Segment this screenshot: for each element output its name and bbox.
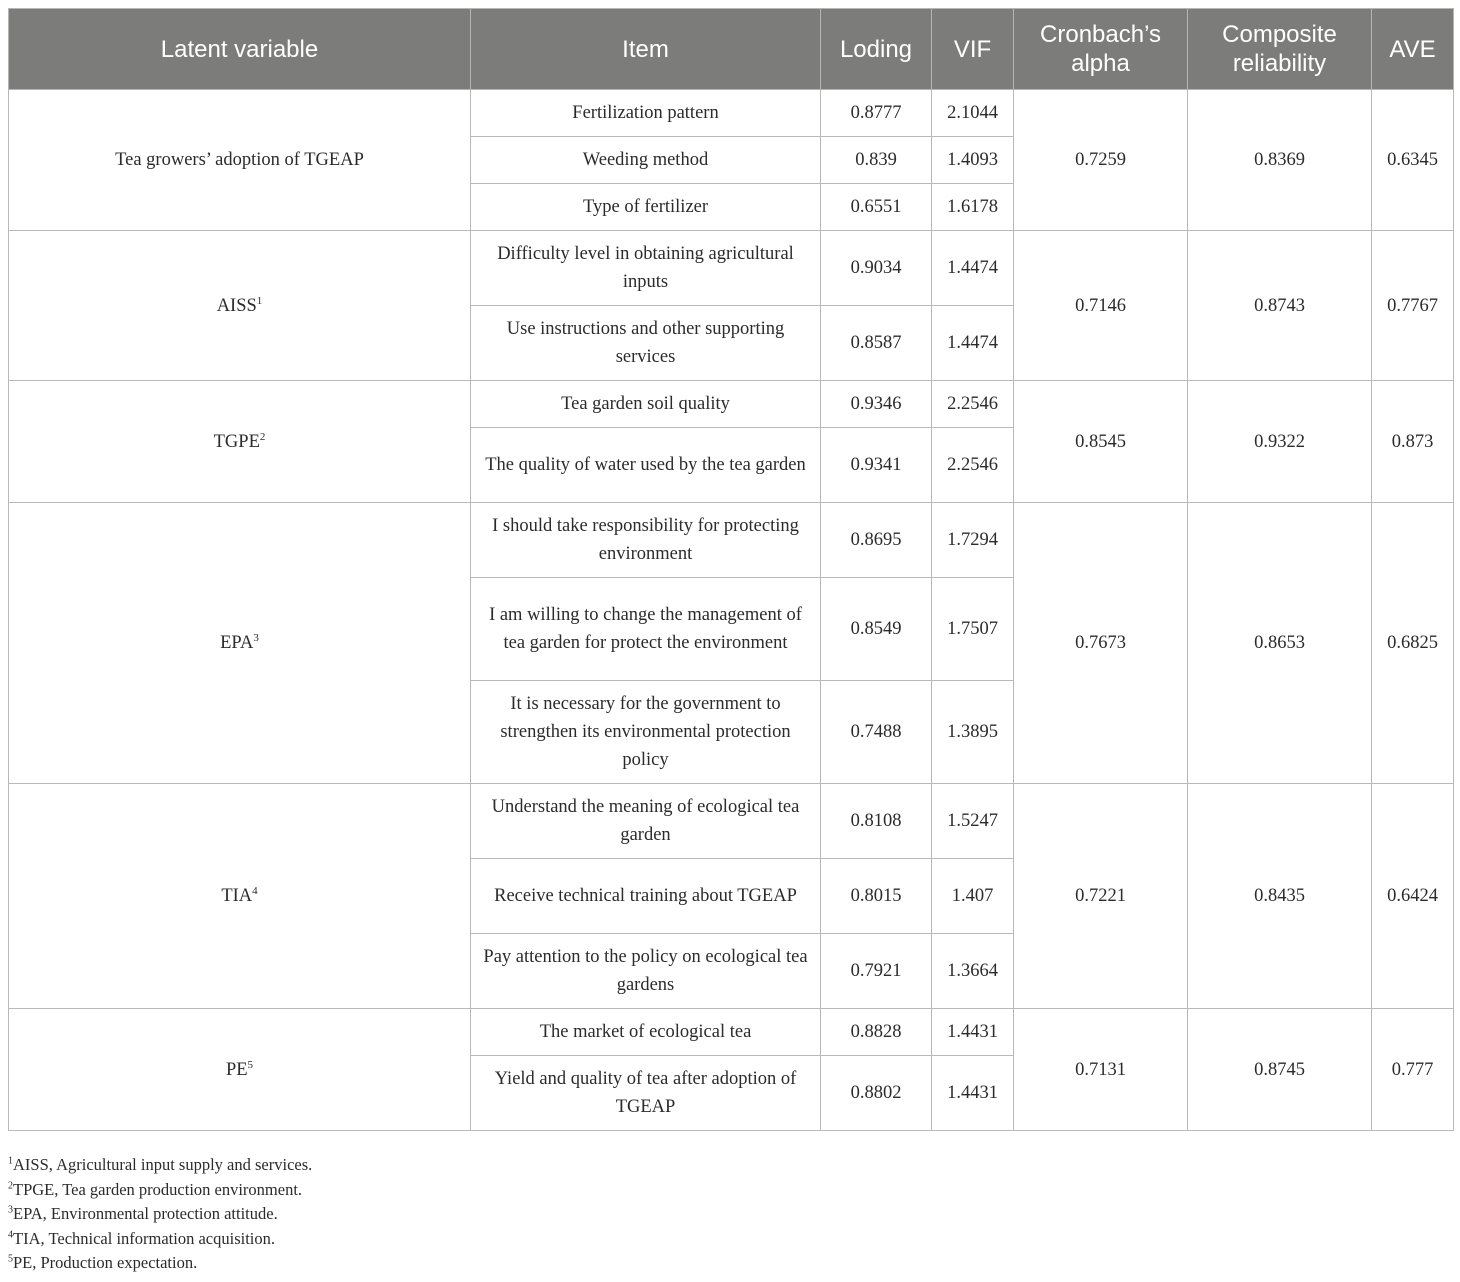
item-cell: Tea garden soil quality [471, 381, 821, 428]
footnotes [8, 1153, 312, 1276]
footnote-marker: 5 [247, 1058, 254, 1071]
loading-cell: 0.9346 [821, 381, 932, 428]
header-latent-variable: Latent variable [9, 9, 471, 90]
latent-variable-name: TGPE [213, 431, 260, 452]
vif-cell: 1.4474 [932, 231, 1014, 306]
loading-cell: 0.839 [821, 137, 932, 184]
vif-cell: 1.3895 [932, 681, 1014, 784]
alpha-cell: 0.8545 [1014, 381, 1188, 503]
item-cell: Weeding method [471, 137, 821, 184]
latent-variable-name: PE [225, 1059, 248, 1080]
table-row [9, 231, 1454, 306]
footnote [8, 1251, 312, 1276]
item-cell: I am willing to change the management of tea garden for protect the environment [471, 578, 821, 681]
footnote-text: EPA, Environmental protection attitude. [13, 1204, 278, 1224]
footnote-text: TIA, Technical information acquisition. [13, 1228, 276, 1248]
cr-cell: 0.8653 [1188, 503, 1372, 784]
latent-variable-name: EPA [220, 633, 254, 653]
loading-cell: 0.9034 [821, 231, 932, 306]
ave-cell: 0.777 [1372, 1009, 1454, 1131]
footnote-number: 1 [8, 1155, 13, 1167]
cr-cell: 0.8369 [1188, 90, 1372, 231]
table-row [9, 90, 1454, 137]
header-cronbach-alpha: Cronbach’s alpha [1014, 9, 1188, 90]
loading-cell: 0.8695 [821, 503, 932, 578]
loading-cell: 0.8828 [821, 1009, 932, 1056]
header-ave: AVE [1372, 9, 1454, 90]
vif-cell: 1.407 [932, 859, 1014, 934]
item-cell: Type of fertilizer [471, 184, 821, 231]
ave-cell: 0.6345 [1372, 90, 1454, 231]
vif-cell: 2.2546 [932, 428, 1014, 503]
alpha-cell: 0.7221 [1014, 784, 1188, 1009]
loading-cell: 0.8777 [821, 90, 932, 137]
loading-cell: 0.7921 [821, 934, 932, 1009]
alpha-cell: 0.7146 [1014, 231, 1188, 381]
footnote-marker: 3 [253, 631, 259, 644]
footnote [8, 1202, 312, 1227]
latent-variable-name: TIA [221, 886, 253, 906]
vif-cell: 2.2546 [932, 381, 1014, 428]
item-cell: Difficulty level in obtaining agricultural inputs [471, 231, 821, 306]
item-cell: It is necessary for the government to strengthen its environmental protection policy [471, 681, 821, 784]
alpha-cell: 0.7131 [1014, 1009, 1188, 1131]
vif-cell: 1.4431 [932, 1009, 1014, 1056]
ave-cell: 0.873 [1372, 381, 1454, 503]
item-cell: Understand the meaning of ecological tea garden [471, 784, 821, 859]
ave-cell: 0.7767 [1372, 231, 1454, 381]
vif-cell: 1.4093 [932, 137, 1014, 184]
item-cell: Use instructions and other supporting services [471, 306, 821, 381]
latent-variable-cell [9, 1009, 471, 1131]
table-row [9, 1009, 1454, 1056]
footnote [8, 1178, 312, 1203]
footnote-text: AISS, Agricultural input supply and services. [13, 1155, 313, 1174]
item-cell: Yield and quality of tea after adoption of TGEAP [471, 1056, 821, 1131]
header-item: Item [471, 9, 821, 90]
footnote [8, 1153, 312, 1178]
loading-cell: 0.8549 [821, 578, 932, 681]
latent-variable-cell [9, 503, 471, 784]
vif-cell: 1.7507 [932, 578, 1014, 681]
table-row [9, 784, 1454, 859]
footnote-marker: 4 [252, 884, 258, 897]
table-row [9, 381, 1454, 428]
loading-cell: 0.8015 [821, 859, 932, 934]
item-cell: Pay attention to the policy on ecological tea gardens [471, 934, 821, 1009]
cr-cell: 0.8745 [1188, 1009, 1372, 1131]
item-cell: Receive technical training about TGEAP [471, 859, 821, 934]
footnote-marker: 1 [256, 294, 263, 307]
loading-cell: 0.8108 [821, 784, 932, 859]
latent-variable-cell [9, 231, 471, 381]
vif-cell: 1.7294 [932, 503, 1014, 578]
footnote-number: 3 [8, 1204, 13, 1216]
item-cell: The market of ecological tea [471, 1009, 821, 1056]
latent-variable-cell [9, 90, 471, 231]
latent-variable-cell [9, 784, 471, 1009]
header-loading: Loding [821, 9, 932, 90]
cr-cell: 0.8435 [1188, 784, 1372, 1009]
latent-variable-name: Tea growers’ adoption of TGEAP [115, 150, 364, 170]
latent-variable-cell [9, 381, 471, 503]
footnote-number: 5 [8, 1253, 13, 1265]
loading-cell: 0.7488 [821, 681, 932, 784]
alpha-cell: 0.7673 [1014, 503, 1188, 784]
cr-cell: 0.8743 [1188, 231, 1372, 381]
alpha-cell: 0.7259 [1014, 90, 1188, 231]
vif-cell: 1.3664 [932, 934, 1014, 1009]
item-cell: I should take responsibility for protecting environment [471, 503, 821, 578]
loading-cell: 0.9341 [821, 428, 932, 503]
footnote-number: 4 [8, 1229, 13, 1241]
ave-cell: 0.6424 [1372, 784, 1454, 1009]
item-cell: The quality of water used by the tea garden [471, 428, 821, 503]
footnote-text: TPGE, Tea garden production environment. [13, 1179, 303, 1199]
cr-cell: 0.9322 [1188, 381, 1372, 503]
loading-cell: 0.6551 [821, 184, 932, 231]
footnote [8, 1227, 312, 1252]
loading-cell: 0.8802 [821, 1056, 932, 1131]
results-table [8, 8, 1454, 1131]
footnote-marker: 2 [259, 430, 266, 443]
header-row [9, 9, 1454, 90]
footnote-text: PE, Production expectation. [13, 1253, 198, 1273]
vif-cell: 1.5247 [932, 784, 1014, 859]
vif-cell: 2.1044 [932, 90, 1014, 137]
latent-variable-name: AISS [216, 295, 257, 316]
vif-cell: 1.6178 [932, 184, 1014, 231]
vif-cell: 1.4431 [932, 1056, 1014, 1131]
footnote-number: 2 [8, 1180, 13, 1192]
item-cell: Fertilization pattern [471, 90, 821, 137]
table-row [9, 503, 1454, 578]
vif-cell: 1.4474 [932, 306, 1014, 381]
ave-cell: 0.6825 [1372, 503, 1454, 784]
header-composite-reliability: Composite reliability [1188, 9, 1372, 90]
header-vif: VIF [932, 9, 1014, 90]
loading-cell: 0.8587 [821, 306, 932, 381]
